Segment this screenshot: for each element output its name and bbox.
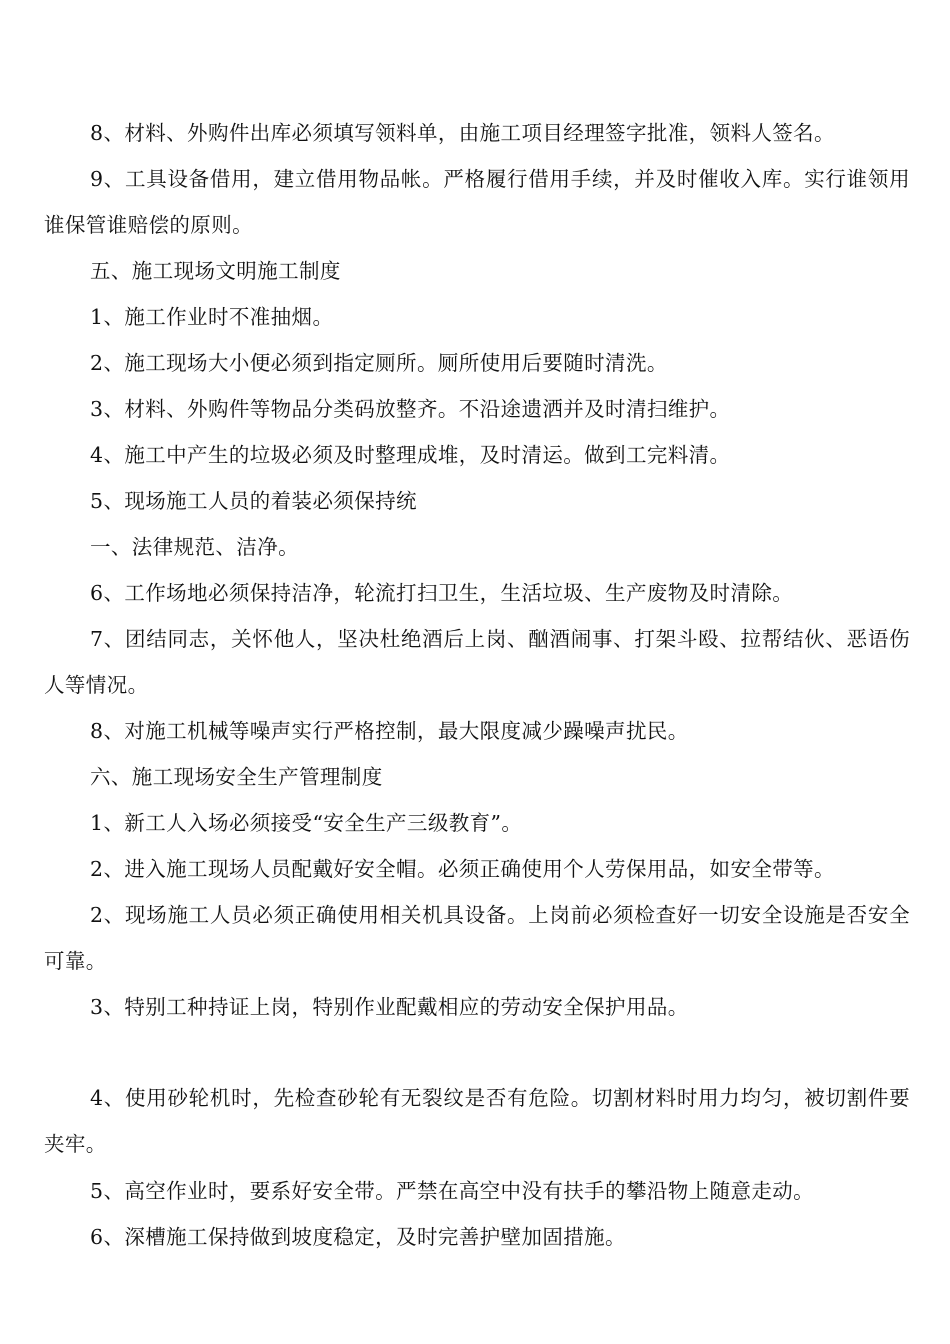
paragraph: 4、施工中产生的垃圾必须及时整理成堆，及时清运。做到工完料清。: [90, 443, 731, 467]
paragraph: 7、团结同志，关怀他人，坚决杜绝酒后上岗、酗酒闹事、打架斗殴、拉帮结伙、恶语伤人等情况。: [44, 627, 910, 697]
section-heading: 五、施工现场文明施工制度: [90, 259, 341, 283]
paragraph: 4、使用砂轮机时，先检查砂轮有无裂纹是否有危险。切割材料时用力均匀，被切割件要夹牢。: [44, 1086, 910, 1156]
paragraph: 6、深槽施工保持做到坡度稳定，及时完善护壁加固措施。: [90, 1225, 626, 1249]
paragraph: 8、对施工机械等噪声实行严格控制，最大限度减少躁噪声扰民。: [90, 719, 689, 743]
section-heading: 六、施工现场安全生产管理制度: [90, 765, 383, 789]
paragraph: 一、法律规范、洁净。: [90, 535, 299, 559]
paragraph: 5、现场施工人员的着装必须保持统: [90, 489, 417, 513]
paragraph: 6、工作场地必须保持洁净，轮流打扫卫生，生活垃圾、生产废物及时清除。: [90, 581, 794, 605]
paragraph: 3、特别工种持证上岗，特别作业配戴相应的劳动安全保护用品。: [90, 995, 689, 1019]
paragraph: 3、材料、外购件等物品分类码放整齐。不沿途遗洒并及时清扫维护。: [90, 397, 731, 421]
paragraph: 5、高空作业时，要系好安全带。严禁在高空中没有扶手的攀沿物上随意走动。: [90, 1179, 815, 1203]
paragraph: 2、现场施工人员必须正确使用相关机具设备。上岗前必须检查好一切安全设施是否安全可靠。: [44, 903, 910, 973]
paragraph: 1、新工人入场必须接受“安全生产三级教育”。: [90, 811, 523, 835]
paragraph: 2、进入施工现场人员配戴好安全帽。必须正确使用个人劳保用品，如安全带等。: [90, 857, 835, 881]
paragraph: 2、施工现场大小便必须到指定厕所。厕所使用后要随时清洗。: [90, 351, 668, 375]
paragraph: 1、施工作业时不准抽烟。: [90, 305, 334, 329]
paragraph: 9、工具设备借用，建立借用物品帐。严格履行借用手续，并及时催收入库。实行谁领用谁保管谁赔偿的原则。: [44, 167, 910, 237]
paragraph: 8、材料、外购件出库必须填写领料单，由施工项目经理签字批准，领料人签名。: [90, 121, 835, 145]
